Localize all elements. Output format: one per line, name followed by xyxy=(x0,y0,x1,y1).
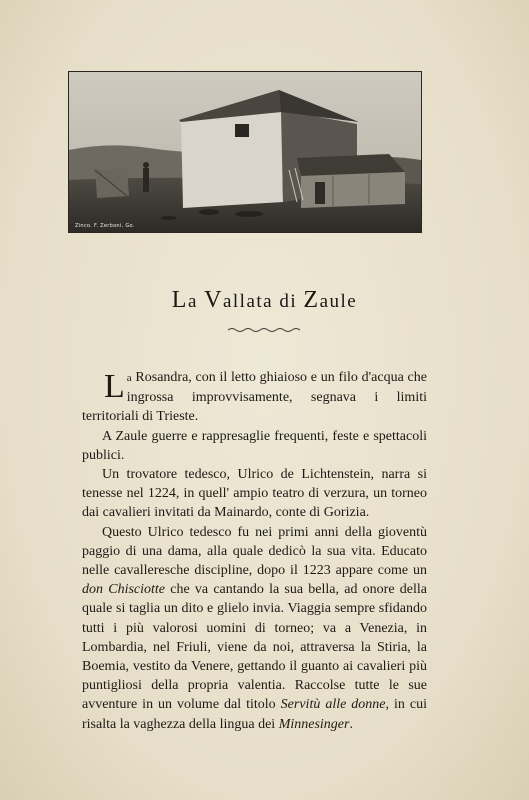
photo-plate xyxy=(68,71,422,233)
paragraph-4 xyxy=(82,523,427,734)
paragraph-text: Rosandra, con il letto ghiaioso e un filo d'acqua che ingrossa improvvisamente, segnava i limiti territoriali di Trieste. xyxy=(82,370,427,425)
title-ornament xyxy=(226,326,302,334)
title-cap: L xyxy=(171,287,188,313)
italic-text: don Chisciotte xyxy=(82,582,165,598)
italic-text: Minnesinger xyxy=(278,716,350,732)
body-text xyxy=(82,368,427,734)
title-cap: V xyxy=(204,287,223,313)
farmhouse-photo xyxy=(69,72,421,232)
small-cap: a xyxy=(126,372,132,384)
title-part: a xyxy=(187,291,205,312)
drop-cap: L xyxy=(104,368,125,405)
paragraph-text: . xyxy=(349,716,353,732)
title-part: allata di xyxy=(222,291,304,312)
paragraph-text: , in cui risalta la vaghezza della lingua dei xyxy=(82,697,427,732)
paragraph-3: Un trovatore tedesco, Ulrico de Lichtenstein, narra si tenesse nel 1224, in quell' ampio teatro di verzura, un torneo dai cavalieri invitati da Mainardo, conte di Gorizia. xyxy=(82,467,427,521)
engraver-signature: Zinco. F. Zerboni, Go. xyxy=(75,223,135,229)
chapter-title xyxy=(0,287,529,314)
title-cap: Z xyxy=(303,287,320,313)
paragraph-text: che va cantando la sua bella, ad onore della quale si taglia un dito e glielo invia. Viaggia sempre sfidando tutti i più valorosi uomini di torneo; va a Venezia, in Lombardia, nel Friuli, viene da noi, attraversa la Stiria, la Boemia, vestito da Venere, gettando il guanto ai cavalieri più puntigliosi della propria valentia. Raccolse tutte le sue avventure in un volume dal titolo xyxy=(82,582,427,713)
paragraph-text: Questo Ulrico tedesco fu nei primi anni della gioventù paggio di una dama, alla quale dedicò la sua vita. Educato nelle cavalleresche discipline, dopo il 1223 appare come un xyxy=(82,524,427,579)
italic-text: Servitù alle donne xyxy=(280,697,386,713)
paragraph-1 xyxy=(82,368,427,427)
paragraph-2: A Zaule guerre e rappresaglie frequenti, feste e spettacoli publici. xyxy=(82,428,427,463)
title-part: aule xyxy=(319,291,358,312)
